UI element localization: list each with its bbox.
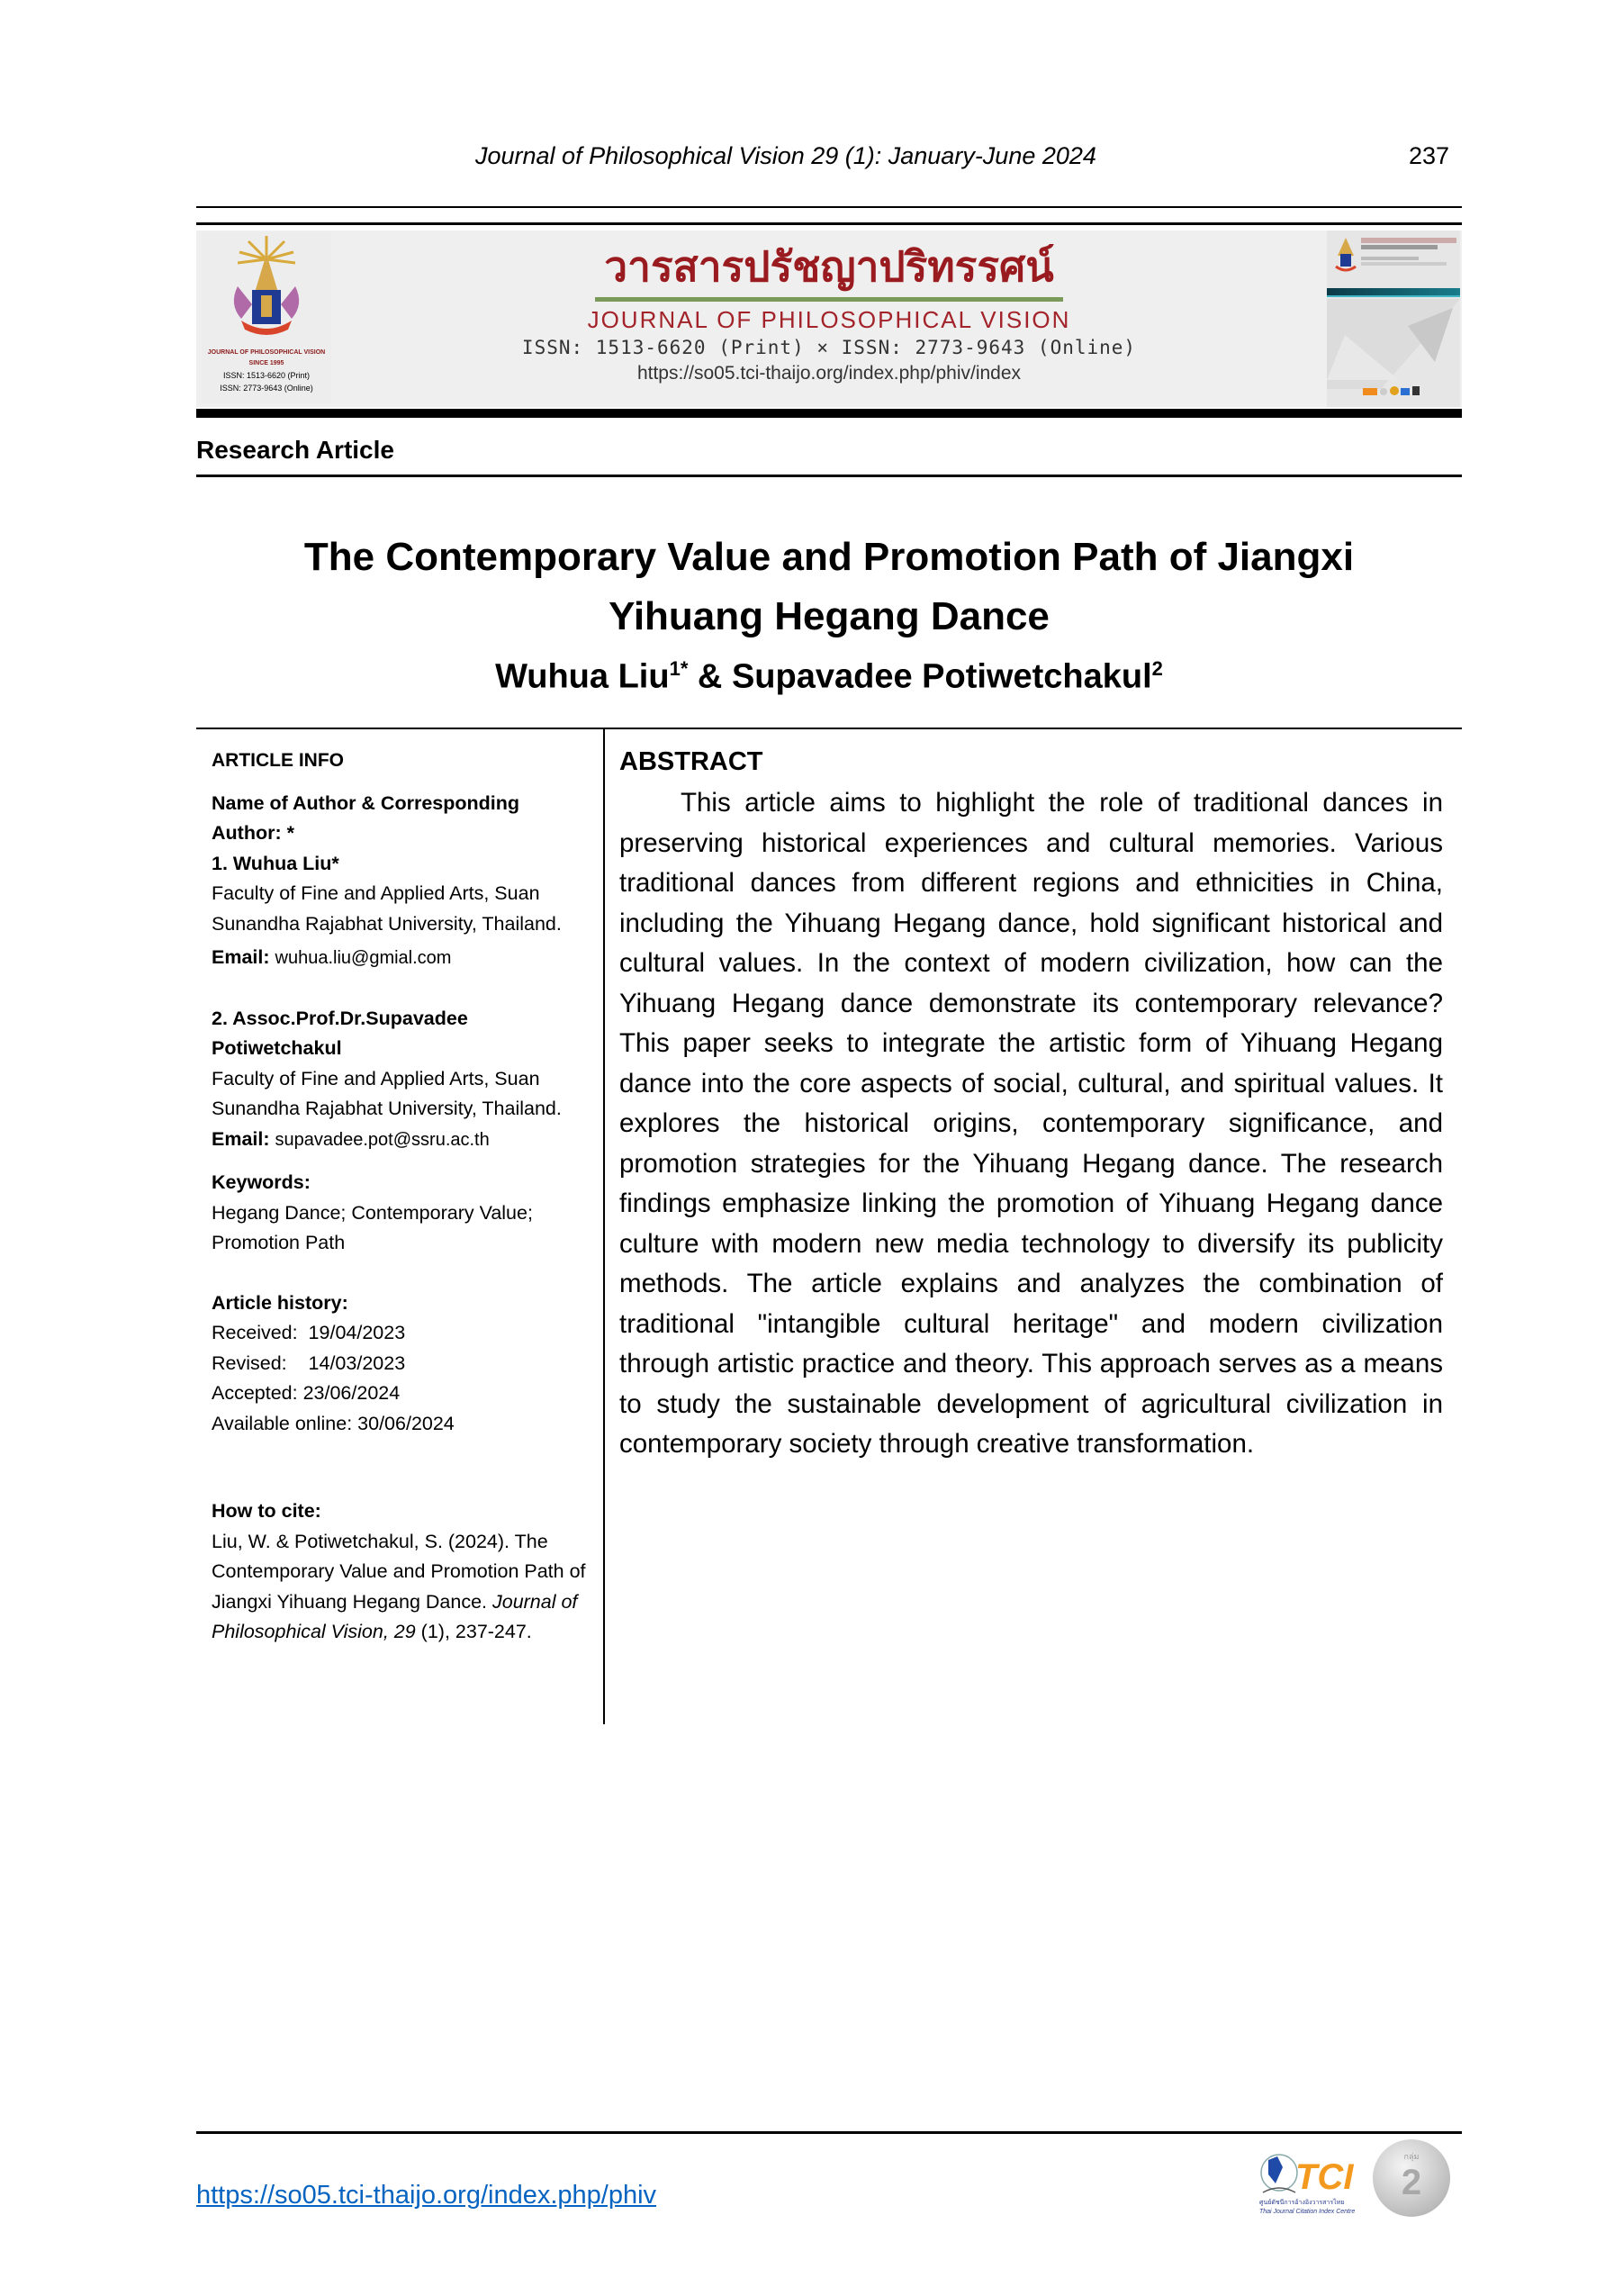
seal-since: SINCE 1995 [248, 360, 284, 366]
tci-english-caption: Thai Journal Citation Index Centre [1259, 2209, 1356, 2215]
tci-tier-label: กลุ่ม [1403, 2153, 1420, 2162]
author-1-affil-mark: 1* [669, 657, 689, 680]
banner-issn: ISSN: 1513-6620 (Print) × ISSN: 2773-9643 (Online) [521, 337, 1137, 358]
abstract-column [619, 746, 1443, 1465]
banner-url: https://so05.tci-thaijo.org/index.php/phiv/index [636, 363, 1022, 384]
keywords-list: Hegang Dance; Contemporary Value; Promotion Path [212, 1201, 533, 1253]
author-separator: & [688, 657, 732, 696]
citation-pages: (1), 237-247. [415, 1621, 532, 1642]
seal-issn-print: ISSN: 1513-6620 (Print) [222, 371, 311, 380]
cover-index-icons [1363, 386, 1456, 398]
column-divider [603, 728, 605, 1724]
tci-tier-medal [1373, 2139, 1450, 2217]
banner-green-rule [595, 297, 1063, 302]
seal-issn-online: ISSN: 2773-9643 (Online) [220, 384, 313, 393]
corresponding-author-heading: Name of Author & Corresponding Author: * [212, 791, 520, 844]
cover-geometric-pattern [1327, 299, 1460, 389]
journal-banner [196, 231, 1462, 407]
email-label: Email: [212, 1127, 270, 1150]
running-head-journal: Journal of Philosophical Vision 29 (1): January-June 2024 [475, 142, 1096, 169]
running-head [0, 142, 1623, 178]
seal-caption: JOURNAL OF PHILOSOPHICAL VISION [207, 349, 326, 356]
journal-website-link[interactable]: https://so05.tci-thaijo.org/index.php/phiv [196, 2181, 657, 2210]
how-to-cite-heading: How to cite: [212, 1500, 321, 1522]
banner-thai-title: วารสารปรัชญาปริทรรศน์ [604, 242, 1054, 291]
author-1-affiliation: Faculty of Fine and Applied Arts, Suan Sunandha Rajabhat University, Thailand. [212, 882, 562, 935]
journal-seal [202, 232, 331, 403]
author-2-affiliation: Faculty of Fine and Applied Arts, Suan Sunandha Rajabhat University, Thailand. [212, 1067, 562, 1119]
author-1-info-name: 1. Wuhua Liu* [212, 852, 339, 874]
citation-journal: Journal of Philosophical Vision, 29 [212, 1590, 578, 1642]
keywords-heading: Keywords: [212, 1171, 311, 1193]
columns-top-rule [196, 728, 1462, 729]
banner-center [349, 231, 1309, 407]
author-line [196, 657, 1462, 697]
tci-wordmark: TCI [1295, 2157, 1354, 2197]
history-revised: Revised: 14/03/2023 [212, 1351, 406, 1374]
banner-english-title: JOURNAL OF PHILOSOPHICAL VISION [587, 306, 1071, 333]
history-received: Received: 19/04/2023 [212, 1322, 406, 1343]
citation-text [212, 1527, 590, 1648]
author-2-email[interactable]: supavadee.pot@ssru.ac.th [275, 1129, 490, 1150]
history-accepted: Accepted: 23/06/2024 [212, 1382, 401, 1404]
globe-book-icon [1256, 2147, 1364, 2219]
royal-seal-icon [202, 232, 331, 340]
author-2-info-name: 2. Assoc.Prof.Dr.Supavadee Potiwetchakul [212, 1007, 468, 1059]
page-number: 237 [1409, 142, 1450, 169]
article-title-line-1: The Contemporary Value and Promotion Path of Jiangxi [303, 535, 1355, 579]
article-info-heading: ARTICLE INFO [212, 750, 344, 771]
author-1-email[interactable]: wuhua.liu@gmial.com [275, 948, 452, 968]
author-2-affil-mark: 2 [1151, 657, 1163, 680]
article-title [196, 528, 1462, 646]
abstract-heading: ABSTRACT [619, 747, 763, 776]
cover-band-accent [1327, 295, 1460, 297]
author-1-name: Wuhua Liu [495, 657, 670, 696]
header-rule-banner-top [196, 222, 1462, 225]
cover-header-text [1361, 236, 1456, 267]
header-rule-top [196, 206, 1462, 208]
article-title-line-2: Yihuang Hegang Dance [609, 594, 1050, 638]
article-info-column [212, 746, 590, 1648]
section-rule [196, 475, 1462, 477]
footer-rule [196, 2131, 1462, 2134]
citation-main: Liu, W. & Potiwetchakul, S. (2024). The Contemporary Value and Promotion Path of Jiangxi Yihuang Hegang Dance. [212, 1530, 586, 1613]
author-2-email-row [212, 1125, 590, 1156]
header-rule-banner-bottom [196, 409, 1462, 418]
email-label: Email: [212, 946, 270, 968]
tci-thai-caption: ศูนย์ดัชนีการอ้างอิงวารสารไทย [1259, 2199, 1345, 2206]
abstract-text: This article aims to highlight the role of traditional dances in preserving historical experiences and cultural memories. Various traditional dances from different regions and ethnicities in China, including the Yihuang Hegang dance, hold significant historical and cultural values. In the context of modern civilization, how can the Yihuang Hegang dance demonstrate its contemporary relevance? This paper seeks to integrate the artistic form of Yihuang Hegang dance into the core aspects of social, cultural, and spiritual values. It explores the historical origins, contemporary significance, and promotion strategies for the Yihuang Hegang dance. The research findings emphasize linking the promotion of Yihuang Hegang dance culture with modern new media technology to diversify its publicity methods. The article explains and analyzes the combination of traditional "intangible cultural heritage" and modern civilization through artistic practice and theory. This approach serves as a means to study the sustainable development of agricultural civilization in contemporary society through creative transformation. [619, 788, 1443, 1459]
author-1-email-row [212, 943, 590, 974]
history-available-online: Available online: 30/06/2024 [212, 1412, 455, 1434]
cover-band [1327, 288, 1460, 295]
cover-seal-icon [1332, 236, 1359, 272]
tci-tier-number: 2 [1401, 2163, 1422, 2202]
article-history-heading: Article history: [212, 1291, 348, 1314]
article-type-label: Research Article [196, 436, 394, 464]
author-2-name: Supavadee Potiwetchakul [731, 657, 1152, 696]
journal-cover-thumbnail [1327, 231, 1460, 407]
tci-logo [1256, 2147, 1364, 2219]
